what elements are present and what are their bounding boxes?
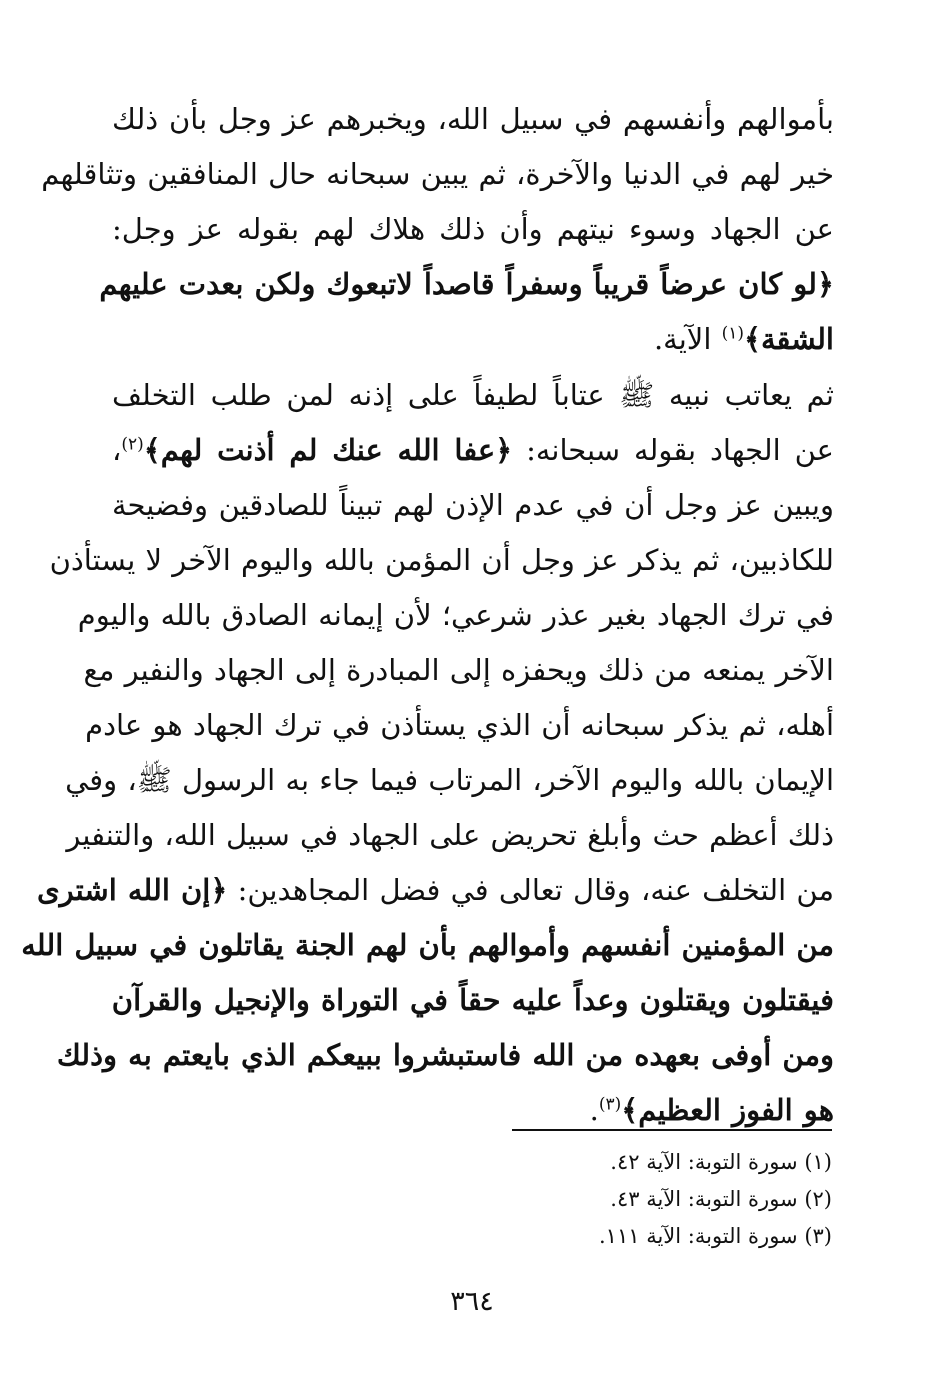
quran-verse-text: الشقة﴾ (744, 322, 834, 356)
text-line: أهله، ثم يذكر سبحانه أن الذي يستأذن في ترك الجهاد هو عادم (85, 708, 834, 742)
text-line (36, 863, 834, 918)
footnote-divider (512, 1129, 832, 1131)
quran-verse-text: ﴿إن الله اشترى (36, 873, 228, 907)
text-line: خير لهم في الدنيا والآخرة، ثم يبين سبحانه حال المنافقين وتثاقلهم (41, 157, 834, 191)
text-run: عن الجهاد بقوله سبحانه: (512, 433, 834, 467)
text-line: ويبين عز وجل أن في عدم الإذن لهم تبيناً للصادقين وفضيحة (112, 488, 834, 522)
footnote-marker[interactable]: (٣) (598, 1094, 622, 1115)
text-line (112, 312, 834, 367)
footnote-marker[interactable]: (١) (721, 323, 745, 344)
paragraph-2 (21, 368, 834, 1138)
text-line: بأموالهم وأنفسهم في سبيل الله، ويخبرهم عز وجل بأن ذلك (112, 102, 834, 136)
text-run: من التخلف عنه، وقال تعالى في فضل المجاهدين: (227, 873, 834, 907)
paragraph-1 (41, 92, 834, 367)
text-line (112, 423, 834, 478)
quran-verse-text: ﴿عفا الله عنك لم أذنت لهم﴾ (143, 433, 513, 467)
text-run: . (589, 1093, 599, 1127)
text-line: ذلك أعظم حث وأبلغ تحريض على الجهاد في سبيل الله، والتنفير (66, 818, 834, 852)
text-line: الآخر يمنعه من ذلك ويحفزه إلى المبادرة إلى الجهاد والنفير مع (83, 653, 834, 687)
quran-verse-text: هو الفوز العظيم﴾ (621, 1093, 834, 1127)
text-line: للكاذبين، ثم يذكر عز وجل أن المؤمن بالله واليوم الآخر لا يستأذن (49, 543, 834, 577)
footnote-item: (١) سورة التوبة: الآية ٤٢. (610, 1150, 832, 1174)
quran-verse-line: ﴿لو كان عرضاً قريباً وسفراً قاصداً لاتبعوك ولكن بعدت عليهم (99, 267, 834, 301)
text-run: ، (112, 433, 122, 467)
text-line: عن الجهاد وسوء نيتهم وأن ذلك هلاك لهم بقوله عز وجل: (112, 212, 834, 246)
quran-verse-line: ومن أوفى بعهده من الله فاستبشروا ببيعكم الذي بايعتم به وذلك (56, 1038, 834, 1072)
page-number: ٣٦٤ (450, 1286, 494, 1317)
quran-verse-line: من المؤمنين أنفسهم وأموالهم بأن لهم الجنة يقاتلون في سبيل الله (21, 928, 834, 962)
text-line: في ترك الجهاد بغير عذر شرعي؛ لأن إيمانه الصادق بالله واليوم (77, 598, 834, 632)
quran-verse-line: فيقتلون ويقتلون وعداً عليه حقاً في التوراة والإنجيل والقرآن (111, 983, 834, 1017)
text-line: الإيمان بالله واليوم الآخر، المرتاب فيما جاء به الرسول ﷺ، وفي (65, 763, 834, 797)
text-line: ثم يعاتب نبيه ﷺ عتاباً لطيفاً على إذنه لمن طلب التخلف (112, 378, 834, 412)
footnote-item: (٣) سورة التوبة: الآية ١١١. (598, 1224, 832, 1248)
footnotes (420, 1144, 832, 1255)
footnote-item: (٢) سورة التوبة: الآية ٤٣. (610, 1187, 832, 1211)
text-run: الآية. (653, 322, 722, 356)
footnote-marker[interactable]: (٢) (121, 434, 144, 455)
